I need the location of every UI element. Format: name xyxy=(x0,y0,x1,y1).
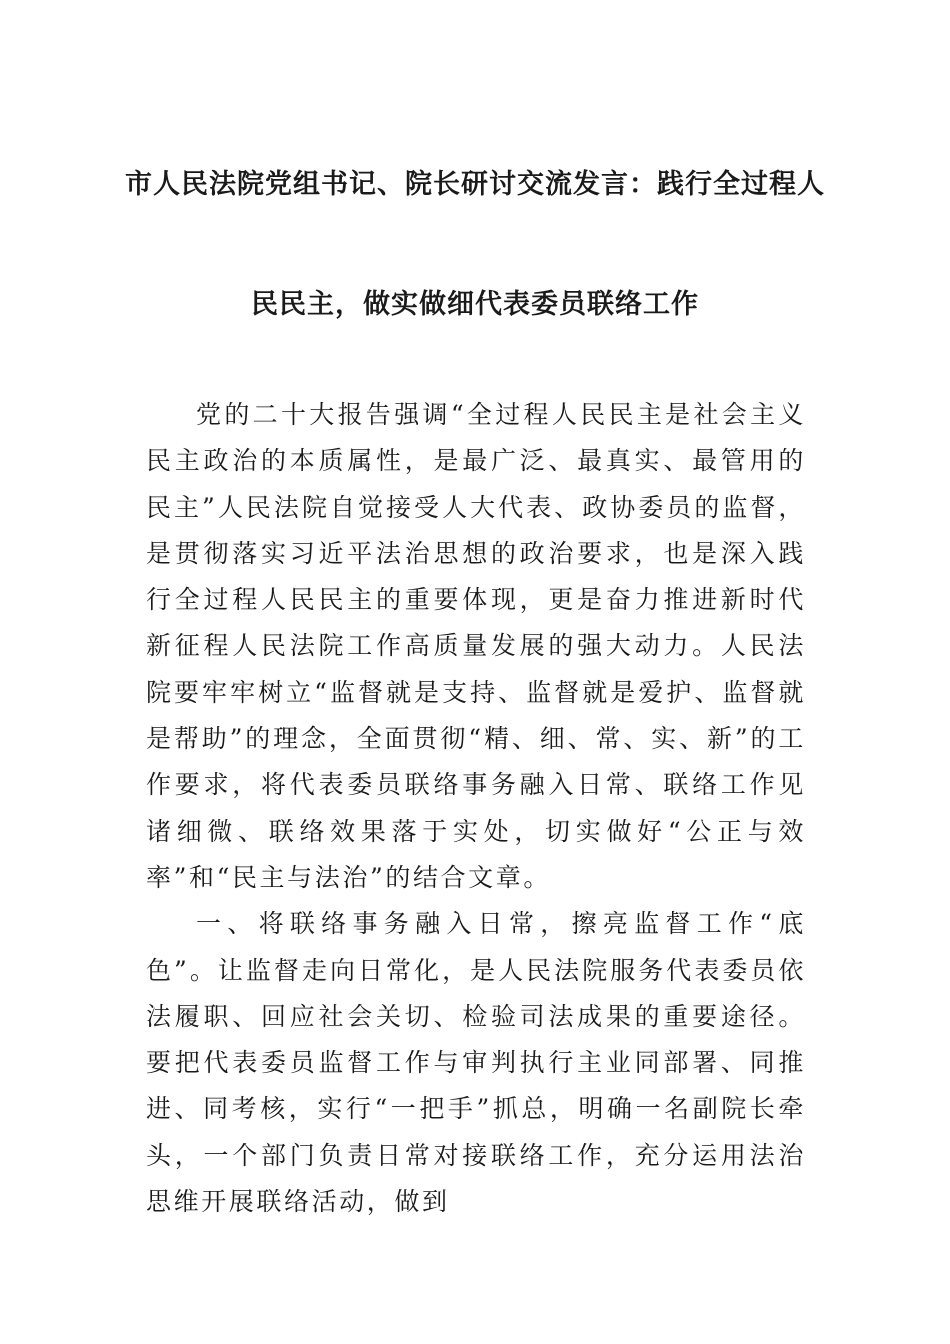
document-title-line-2: 民民主，做实做细代表委员联络工作 xyxy=(251,289,699,320)
body-paragraph-2: 一、将联络事务融入日常，擦亮监督工作“底色”。让监督走向日常化，是人民法院服务代表委员依法履职、回应社会关切、检验司法成果的重要途径。要把代表委员监督工作与审判执行主业同部署、同推进、同考核，实行“一把手”抓总，明确一名副院长牵头，一个部门负责日常对接联络工作，充分运用法治思维开展联络活动，做到 xyxy=(146,909,806,1217)
document-body xyxy=(146,392,806,1225)
body-paragraph-1: 党的二十大报告强调“全过程人民民主是社会主义民主政治的本质属性，是最广泛、最真实、最管用的民主”人民法院自觉接受人大代表、政协委员的监督，是贯彻落实习近平法治思想的政治要求，也是深入践行全过程人民民主的重要体现，更是奋力推进新时代新征程人民法院工作高质量发展的强大动力。人民法院要牢牢树立“监督就是支持、监督就是爱护、监督就是帮助”的理念，全面贯彻“精、细、常、实、新”的工作要求，将代表委员联络事务融入日常、联络工作见诸细微、联络效果落于实处，切实做好“公正与效率”和“民主与法治”的结合文章。 xyxy=(146,400,806,892)
document-title-line-1: 市人民法院党组书记、院长研讨交流发言：践行全过程人 xyxy=(125,169,825,200)
